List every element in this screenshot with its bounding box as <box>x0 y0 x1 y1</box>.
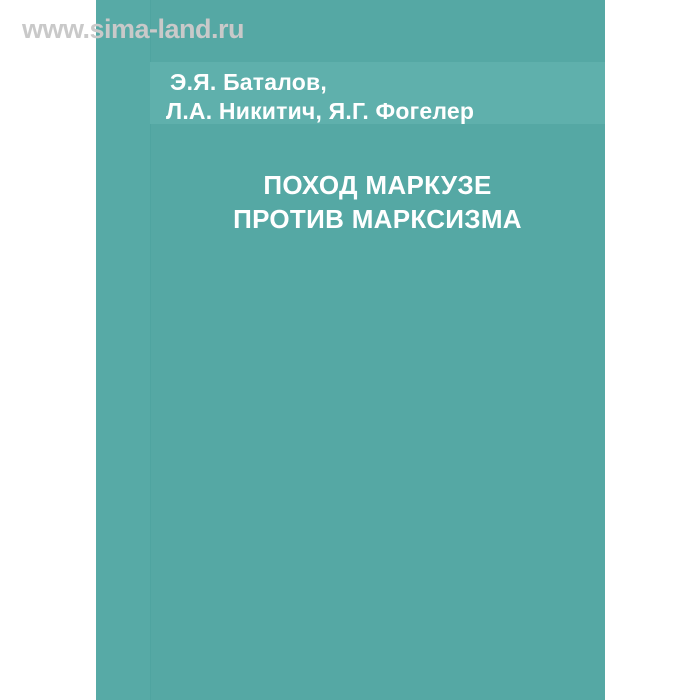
book-authors <box>150 68 605 127</box>
author-line-1: Э.Я. Баталов, <box>170 69 327 95</box>
title-line-2: ПРОТИВ МАРКСИЗМА <box>233 204 522 235</box>
site-watermark: www.sima-land.ru <box>22 14 245 44</box>
author-line-2: Л.А. Никитич, Я.Г. Фогелер <box>166 98 475 125</box>
book-cover <box>96 0 605 700</box>
cover-content <box>150 0 605 700</box>
book-spine <box>96 0 151 700</box>
title-line-1: ПОХОД МАРКУЗЕ <box>263 170 492 200</box>
book-title <box>150 168 605 237</box>
